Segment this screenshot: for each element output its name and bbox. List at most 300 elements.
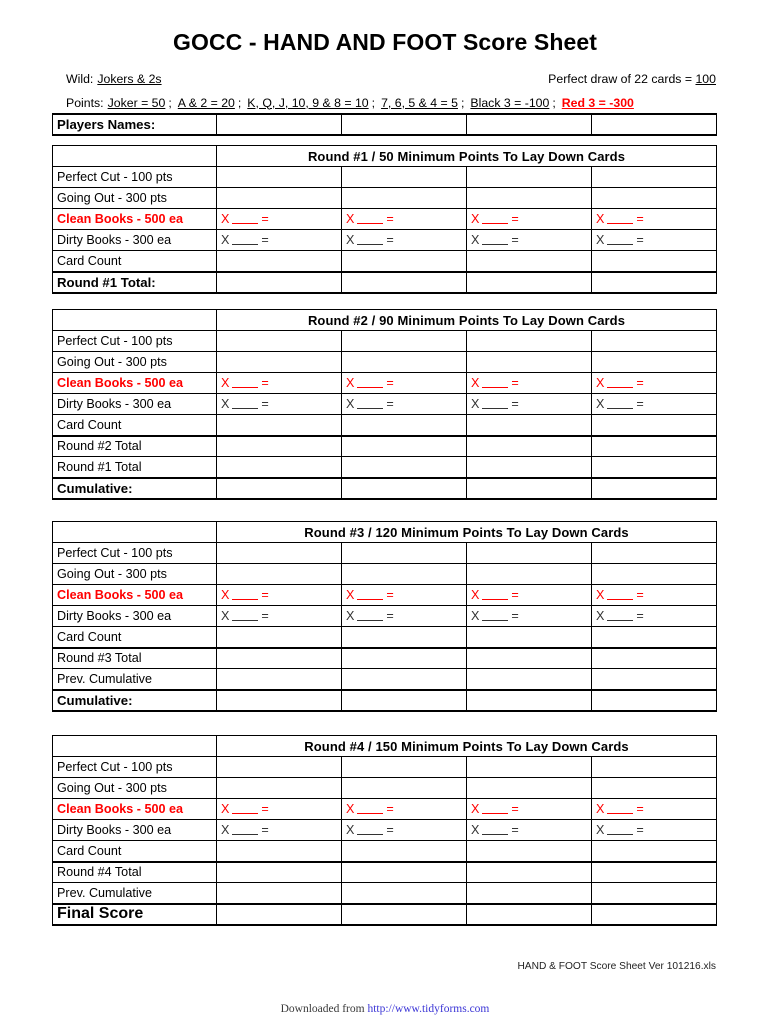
tidyforms-link[interactable]: http://www.tidyforms.com: [367, 1003, 490, 1015]
score-cell[interactable]: [467, 543, 592, 564]
mark-blank[interactable]: [607, 805, 633, 814]
download-prefix: Downloaded from: [280, 1003, 368, 1015]
wild-value: Jokers & 2s: [97, 72, 162, 87]
book-count-mark[interactable]: [346, 802, 394, 816]
book-count-mark[interactable]: [221, 802, 269, 816]
book-count-mark[interactable]: [596, 397, 644, 411]
mark-blank[interactable]: [482, 826, 508, 835]
score-cell[interactable]: [467, 820, 592, 841]
mark-equals: =: [636, 397, 644, 411]
score-cell[interactable]: [467, 606, 592, 627]
mark-x: X: [221, 376, 230, 390]
mark-equals: =: [636, 588, 644, 602]
row-label: Card Count: [53, 415, 217, 436]
score-cell[interactable]: [342, 251, 467, 272]
round-total-label: Final Score: [53, 904, 217, 925]
mark-equals: =: [636, 233, 644, 247]
score-cell[interactable]: [592, 648, 717, 669]
points-label: Points:: [66, 95, 104, 110]
mark-equals: =: [511, 376, 519, 390]
score-cell[interactable]: [467, 209, 592, 230]
mark-blank[interactable]: [357, 591, 383, 600]
row-label: Going Out - 300 pts: [53, 778, 217, 799]
score-cell[interactable]: [217, 415, 342, 436]
legend-row-points: [66, 92, 716, 115]
mark-blank[interactable]: [482, 379, 508, 388]
score-cell[interactable]: [592, 820, 717, 841]
book-count-mark[interactable]: [221, 609, 269, 623]
score-cell[interactable]: [592, 757, 717, 778]
score-cell[interactable]: [342, 209, 467, 230]
score-cell[interactable]: [467, 251, 592, 272]
row-label: Round #1 Total: [53, 457, 217, 478]
round-total-cell[interactable]: [592, 690, 717, 711]
score-cell[interactable]: [217, 757, 342, 778]
row-label: Round #2 Total: [53, 436, 217, 457]
score-cell[interactable]: [592, 543, 717, 564]
players-names-section: [52, 113, 716, 136]
round-total-cell[interactable]: [217, 904, 342, 925]
score-cell[interactable]: [342, 457, 467, 478]
score-cell[interactable]: [217, 543, 342, 564]
round-total-row: [53, 904, 717, 925]
score-cell[interactable]: [217, 883, 342, 904]
round-row: [53, 757, 717, 778]
book-count-mark[interactable]: [471, 823, 519, 837]
points-list: [108, 92, 637, 115]
score-cell[interactable]: [592, 352, 717, 373]
row-label: Perfect Cut - 100 pts: [53, 167, 217, 188]
mark-blank[interactable]: [482, 215, 508, 224]
player-name-cell-1[interactable]: [217, 114, 342, 135]
mark-x: X: [471, 233, 480, 247]
round-table-2: [52, 309, 717, 500]
mark-blank[interactable]: [357, 612, 383, 621]
score-cell[interactable]: [592, 188, 717, 209]
mark-blank[interactable]: [232, 379, 258, 388]
score-cell[interactable]: [592, 394, 717, 415]
score-cell[interactable]: [217, 564, 342, 585]
score-cell[interactable]: [592, 209, 717, 230]
legend-row-wild: [66, 68, 716, 91]
round-total-row: [53, 478, 717, 499]
score-cell[interactable]: [592, 436, 717, 457]
round-total-cell[interactable]: [592, 478, 717, 499]
score-cell[interactable]: [467, 799, 592, 820]
mark-blank[interactable]: [357, 805, 383, 814]
mark-blank[interactable]: [482, 805, 508, 814]
mark-equals: =: [636, 823, 644, 837]
mark-x: X: [221, 823, 230, 837]
score-cell[interactable]: [342, 543, 467, 564]
score-cell[interactable]: [592, 457, 717, 478]
score-cell[interactable]: [342, 606, 467, 627]
score-cell[interactable]: [467, 230, 592, 251]
score-cell[interactable]: [592, 862, 717, 883]
mark-x: X: [346, 609, 355, 623]
score-cell[interactable]: [342, 167, 467, 188]
score-cell[interactable]: [217, 669, 342, 690]
round-total-label: Round #1 Total:: [53, 272, 217, 293]
round-row: [53, 209, 717, 230]
round-row: [53, 373, 717, 394]
score-cell[interactable]: [467, 436, 592, 457]
score-cell[interactable]: [217, 799, 342, 820]
score-cell[interactable]: [342, 669, 467, 690]
score-cell[interactable]: [592, 627, 717, 648]
point-separator: ;: [552, 95, 556, 110]
score-cell[interactable]: [217, 862, 342, 883]
score-cell[interactable]: [342, 564, 467, 585]
row-label: Perfect Cut - 100 pts: [53, 757, 217, 778]
score-cell[interactable]: [217, 820, 342, 841]
round-header-title: Round #4 / 150 Minimum Points To Lay Down Cards: [217, 736, 717, 757]
score-cell[interactable]: [467, 862, 592, 883]
round-row: [53, 436, 717, 457]
score-cell[interactable]: [592, 585, 717, 606]
score-cell[interactable]: [467, 331, 592, 352]
mark-equals: =: [386, 609, 394, 623]
score-cell[interactable]: [342, 841, 467, 862]
mark-x: X: [596, 609, 605, 623]
score-cell[interactable]: [467, 585, 592, 606]
score-cell[interactable]: [342, 188, 467, 209]
row-label: Clean Books - 500 ea: [53, 799, 217, 820]
book-count-mark[interactable]: [221, 233, 269, 247]
mark-blank[interactable]: [232, 215, 258, 224]
book-count-mark[interactable]: [471, 802, 519, 816]
row-label: Dirty Books - 300 ea: [53, 820, 217, 841]
score-cell[interactable]: [342, 585, 467, 606]
round-total-cell[interactable]: [467, 904, 592, 925]
mark-equals: =: [636, 609, 644, 623]
score-cell[interactable]: [217, 167, 342, 188]
mark-x: X: [596, 376, 605, 390]
book-count-mark[interactable]: [471, 588, 519, 602]
mark-equals: =: [261, 609, 269, 623]
page-title: GOCC - HAND AND FOOT Score Sheet: [172, 29, 598, 55]
players-names-row: [53, 114, 717, 135]
round-total-cell[interactable]: [467, 690, 592, 711]
score-cell[interactable]: [217, 352, 342, 373]
mark-blank[interactable]: [232, 826, 258, 835]
player-name-cell-2[interactable]: [342, 114, 467, 135]
mark-equals: =: [511, 588, 519, 602]
mark-blank[interactable]: [232, 805, 258, 814]
round-row: [53, 167, 717, 188]
mark-equals: =: [636, 802, 644, 816]
score-cell[interactable]: [217, 331, 342, 352]
round-row: [53, 820, 717, 841]
mark-x: X: [346, 397, 355, 411]
score-cell[interactable]: [467, 883, 592, 904]
mark-blank[interactable]: [607, 591, 633, 600]
score-cell[interactable]: [592, 778, 717, 799]
round-header-spacer: [53, 522, 217, 543]
score-cell[interactable]: [217, 457, 342, 478]
round-table-4: [52, 735, 717, 926]
score-cell[interactable]: [217, 648, 342, 669]
points-group: [66, 92, 637, 115]
round-total-cell[interactable]: [342, 904, 467, 925]
row-label: Prev. Cumulative: [53, 669, 217, 690]
book-count-mark[interactable]: [596, 802, 644, 816]
score-cell[interactable]: [592, 251, 717, 272]
mark-equals: =: [261, 823, 269, 837]
score-cell[interactable]: [592, 373, 717, 394]
book-count-mark[interactable]: [346, 212, 394, 226]
score-cell[interactable]: [342, 394, 467, 415]
score-cell[interactable]: [217, 230, 342, 251]
score-cell[interactable]: [467, 457, 592, 478]
row-label: Round #4 Total: [53, 862, 217, 883]
round-header-title: Round #2 / 90 Minimum Points To Lay Down Cards: [217, 310, 717, 331]
mark-blank[interactable]: [357, 215, 383, 224]
score-cell[interactable]: [217, 627, 342, 648]
mark-blank[interactable]: [607, 236, 633, 245]
mark-blank[interactable]: [357, 379, 383, 388]
mark-blank[interactable]: [232, 591, 258, 600]
score-cell[interactable]: [342, 883, 467, 904]
round-header-spacer: [53, 310, 217, 331]
download-footer: [0, 1003, 770, 1015]
round-header-row: [53, 146, 717, 167]
mark-equals: =: [386, 233, 394, 247]
mark-blank[interactable]: [357, 236, 383, 245]
score-cell[interactable]: [342, 373, 467, 394]
round-row: [53, 394, 717, 415]
score-cell[interactable]: [217, 251, 342, 272]
score-cell[interactable]: [342, 862, 467, 883]
mark-equals: =: [386, 376, 394, 390]
score-cell[interactable]: [467, 188, 592, 209]
score-cell[interactable]: [342, 778, 467, 799]
round-header-row: [53, 522, 717, 543]
round-header-row: [53, 736, 717, 757]
mark-x: X: [471, 588, 480, 602]
book-count-mark[interactable]: [221, 588, 269, 602]
mark-blank[interactable]: [232, 400, 258, 409]
score-cell[interactable]: [467, 648, 592, 669]
score-cell[interactable]: [467, 841, 592, 862]
score-cell[interactable]: [217, 209, 342, 230]
book-count-mark[interactable]: [346, 823, 394, 837]
book-count-mark[interactable]: [471, 609, 519, 623]
row-label: Clean Books - 500 ea: [53, 373, 217, 394]
mark-x: X: [471, 802, 480, 816]
score-cell[interactable]: [592, 669, 717, 690]
score-cell[interactable]: [592, 415, 717, 436]
score-cell[interactable]: [467, 564, 592, 585]
book-count-mark[interactable]: [471, 233, 519, 247]
book-count-mark[interactable]: [346, 376, 394, 390]
score-cell[interactable]: [592, 564, 717, 585]
round-total-cell[interactable]: [217, 478, 342, 499]
mark-x: X: [596, 823, 605, 837]
book-count-mark[interactable]: [471, 397, 519, 411]
mark-x: X: [471, 376, 480, 390]
mark-blank[interactable]: [232, 612, 258, 621]
book-count-mark[interactable]: [346, 588, 394, 602]
row-label: Round #3 Total: [53, 648, 217, 669]
mark-blank[interactable]: [232, 236, 258, 245]
mark-blank[interactable]: [607, 826, 633, 835]
point-value-6: Red 3 = -300: [561, 95, 634, 110]
mark-x: X: [221, 588, 230, 602]
round-header-spacer: [53, 146, 217, 167]
book-count-mark[interactable]: [221, 212, 269, 226]
round-total-cell[interactable]: [592, 904, 717, 925]
round-section-4: [52, 735, 716, 926]
score-cell[interactable]: [217, 394, 342, 415]
round-row: [53, 606, 717, 627]
mark-blank[interactable]: [607, 215, 633, 224]
score-cell[interactable]: [467, 167, 592, 188]
mark-blank[interactable]: [607, 400, 633, 409]
score-cell[interactable]: [342, 757, 467, 778]
mark-equals: =: [511, 212, 519, 226]
score-cell[interactable]: [342, 352, 467, 373]
score-cell[interactable]: [342, 230, 467, 251]
round-total-cell[interactable]: [467, 272, 592, 293]
round-total-cell[interactable]: [342, 272, 467, 293]
book-count-mark[interactable]: [596, 609, 644, 623]
mark-blank[interactable]: [607, 612, 633, 621]
score-cell[interactable]: [592, 167, 717, 188]
round-total-cell[interactable]: [592, 272, 717, 293]
round-total-label: Cumulative:: [53, 690, 217, 711]
score-cell[interactable]: [467, 415, 592, 436]
mark-blank[interactable]: [607, 379, 633, 388]
score-cell[interactable]: [342, 648, 467, 669]
mark-equals: =: [261, 588, 269, 602]
score-cell[interactable]: [592, 606, 717, 627]
book-count-mark[interactable]: [346, 609, 394, 623]
score-cell[interactable]: [467, 373, 592, 394]
round-row: [53, 251, 717, 272]
mark-blank[interactable]: [357, 400, 383, 409]
round-row: [53, 883, 717, 904]
round-header-spacer: [53, 736, 217, 757]
score-cell[interactable]: [592, 841, 717, 862]
score-cell[interactable]: [467, 394, 592, 415]
book-count-mark[interactable]: [346, 397, 394, 411]
mark-equals: =: [261, 376, 269, 390]
mark-blank[interactable]: [482, 612, 508, 621]
mark-blank[interactable]: [357, 826, 383, 835]
mark-blank[interactable]: [482, 591, 508, 600]
score-cell[interactable]: [592, 883, 717, 904]
book-count-mark[interactable]: [596, 376, 644, 390]
score-cell[interactable]: [342, 331, 467, 352]
round-header-title: Round #3 / 120 Minimum Points To Lay Down Cards: [217, 522, 717, 543]
book-count-mark[interactable]: [596, 233, 644, 247]
book-count-mark[interactable]: [596, 823, 644, 837]
score-cell[interactable]: [467, 757, 592, 778]
round-section-2: [52, 309, 716, 500]
book-count-mark[interactable]: [471, 376, 519, 390]
round-row: [53, 585, 717, 606]
book-count-mark[interactable]: [346, 233, 394, 247]
score-cell[interactable]: [217, 436, 342, 457]
point-separator: ;: [168, 95, 172, 110]
players-names-label: Players Names:: [53, 114, 217, 135]
mark-x: X: [346, 588, 355, 602]
book-count-mark[interactable]: [471, 212, 519, 226]
score-cell[interactable]: [592, 331, 717, 352]
score-cell[interactable]: [217, 373, 342, 394]
round-total-cell[interactable]: [342, 690, 467, 711]
round-row: [53, 543, 717, 564]
score-cell[interactable]: [217, 585, 342, 606]
round-row: [53, 230, 717, 251]
score-cell[interactable]: [342, 820, 467, 841]
round-total-cell[interactable]: [217, 690, 342, 711]
round-total-cell[interactable]: [342, 478, 467, 499]
mark-x: X: [346, 802, 355, 816]
mark-equals: =: [636, 376, 644, 390]
row-label: Card Count: [53, 841, 217, 862]
score-cell[interactable]: [217, 841, 342, 862]
round-total-row: [53, 272, 717, 293]
mark-equals: =: [261, 212, 269, 226]
mark-blank[interactable]: [482, 400, 508, 409]
book-count-mark[interactable]: [221, 376, 269, 390]
round-table-1: [52, 145, 717, 294]
round-section-3: [52, 521, 716, 712]
round-total-cell[interactable]: [467, 478, 592, 499]
score-cell[interactable]: [467, 352, 592, 373]
mark-x: X: [346, 233, 355, 247]
mark-x: X: [221, 233, 230, 247]
mark-x: X: [596, 212, 605, 226]
player-name-cell-4[interactable]: [592, 114, 717, 135]
score-cell[interactable]: [342, 436, 467, 457]
row-label: Dirty Books - 300 ea: [53, 394, 217, 415]
book-count-mark[interactable]: [221, 823, 269, 837]
score-cell[interactable]: [592, 799, 717, 820]
score-cell[interactable]: [217, 606, 342, 627]
player-name-cell-3[interactable]: [467, 114, 592, 135]
mark-blank[interactable]: [482, 236, 508, 245]
mark-equals: =: [261, 397, 269, 411]
book-count-mark[interactable]: [596, 212, 644, 226]
point-value-5: Black 3 = -100: [470, 95, 550, 110]
wild-group: [66, 68, 162, 91]
mark-x: X: [471, 212, 480, 226]
score-cell[interactable]: [467, 778, 592, 799]
book-count-mark[interactable]: [596, 588, 644, 602]
score-cell[interactable]: [342, 799, 467, 820]
score-cell[interactable]: [217, 778, 342, 799]
book-count-mark[interactable]: [221, 397, 269, 411]
version-note: HAND & FOOT Score Sheet Ver 101216.xls: [517, 961, 716, 972]
row-label: Dirty Books - 300 ea: [53, 606, 217, 627]
score-cell[interactable]: [217, 188, 342, 209]
score-cell[interactable]: [342, 627, 467, 648]
point-value-2: A & 2 = 20: [177, 95, 235, 110]
round-row: [53, 862, 717, 883]
score-cell[interactable]: [342, 415, 467, 436]
score-cell[interactable]: [467, 627, 592, 648]
row-label: Perfect Cut - 100 pts: [53, 331, 217, 352]
point-value-4: 7, 6, 5 & 4 = 5: [381, 95, 458, 110]
round-total-cell[interactable]: [217, 272, 342, 293]
mark-equals: =: [511, 802, 519, 816]
round-row: [53, 457, 717, 478]
score-cell[interactable]: [592, 230, 717, 251]
score-cell[interactable]: [467, 669, 592, 690]
